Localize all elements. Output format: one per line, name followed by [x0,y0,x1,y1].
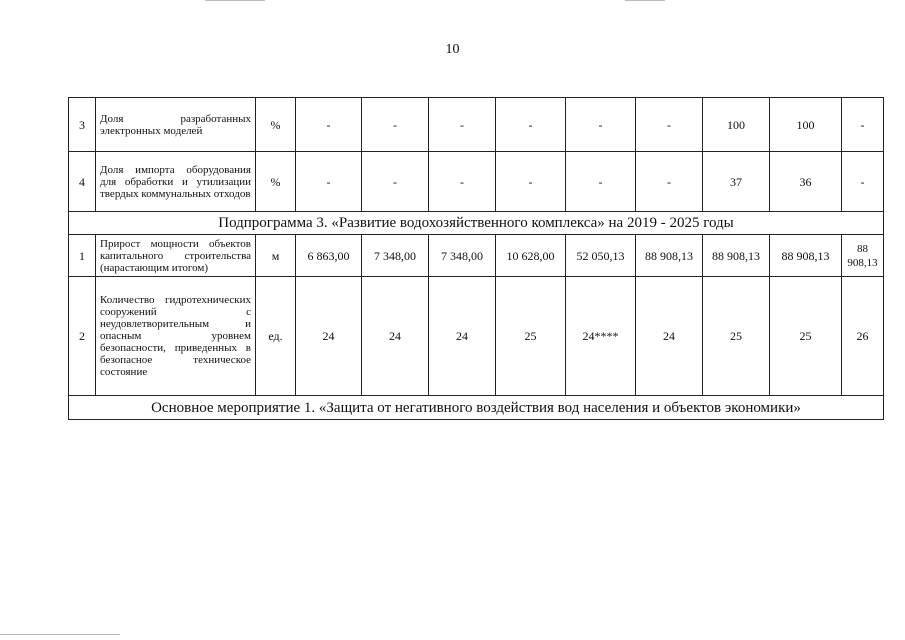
value-cell: - [566,152,636,212]
value-cell: 88 908,13 [770,235,842,277]
row-number: 2 [69,277,96,396]
scan-artifact [205,0,265,1]
indicator-name: Прирост мощности объектов капитального строительства (нарастающим итогом) [96,235,256,277]
value-cell: - [296,152,362,212]
value-cell: 24 [296,277,362,396]
value-cell: - [496,152,566,212]
row-number: 4 [69,152,96,212]
indicator-name: Доля разработанных электронных моделей [96,98,256,152]
unit-cell: м [256,235,296,277]
table-row [69,396,884,420]
scan-artifact [625,0,665,1]
value-cell: - [429,98,496,152]
value-cell: 10 628,00 [496,235,566,277]
value-cell: - [296,98,362,152]
row-number: 3 [69,98,96,152]
indicator-name: Количество гидротехнических сооружений с неудовлетворительным и опасным уровнем безопасности, приведенных в безопасное техническое состояние [96,277,256,396]
value-cell: - [842,152,884,212]
value-cell: 26 [842,277,884,396]
value-cell: 24 [362,277,429,396]
value-cell: 36 [770,152,842,212]
value-cell: - [842,98,884,152]
value-cell: - [496,98,566,152]
value-cell: 100 [703,98,770,152]
value-cell: 7 348,00 [429,235,496,277]
table-row [69,152,884,212]
main-event-heading: Основное мероприятие 1. «Защита от негативного воздействия вод населения и объектов экономики» [69,396,884,420]
table-row [69,98,884,152]
value-cell: - [636,152,703,212]
value-cell: 88 908,13 [842,235,884,277]
table-row [69,235,884,277]
value-cell: 25 [770,277,842,396]
value-cell: - [636,98,703,152]
value-cell: 88 908,13 [703,235,770,277]
row-number: 1 [69,235,96,277]
scan-artifact [0,634,120,635]
indicator-name: Доля импорта оборудования для обработки и утилизации твердых коммунальных отходов [96,152,256,212]
value-cell: 100 [770,98,842,152]
value-cell: 7 348,00 [362,235,429,277]
value-cell: 24 [636,277,703,396]
value-cell: - [429,152,496,212]
value-cell: 25 [496,277,566,396]
table-row [69,277,884,396]
table-row [69,212,884,235]
value-cell: 24**** [566,277,636,396]
page-number: 10 [445,42,460,57]
value-cell: 52 050,13 [566,235,636,277]
indicators-table [68,97,884,420]
value-cell: 24 [429,277,496,396]
unit-cell: % [256,152,296,212]
value-cell: 88 908,13 [636,235,703,277]
value-cell: - [566,98,636,152]
value-cell: - [362,98,429,152]
subprogram-heading: Подпрограмма 3. «Развитие водохозяйственного комплекса» на 2019 - 2025 годы [69,212,884,235]
value-cell: 37 [703,152,770,212]
value-cell: 6 863,00 [296,235,362,277]
unit-cell: % [256,98,296,152]
unit-cell: ед. [256,277,296,396]
value-cell: - [362,152,429,212]
value-cell: 25 [703,277,770,396]
